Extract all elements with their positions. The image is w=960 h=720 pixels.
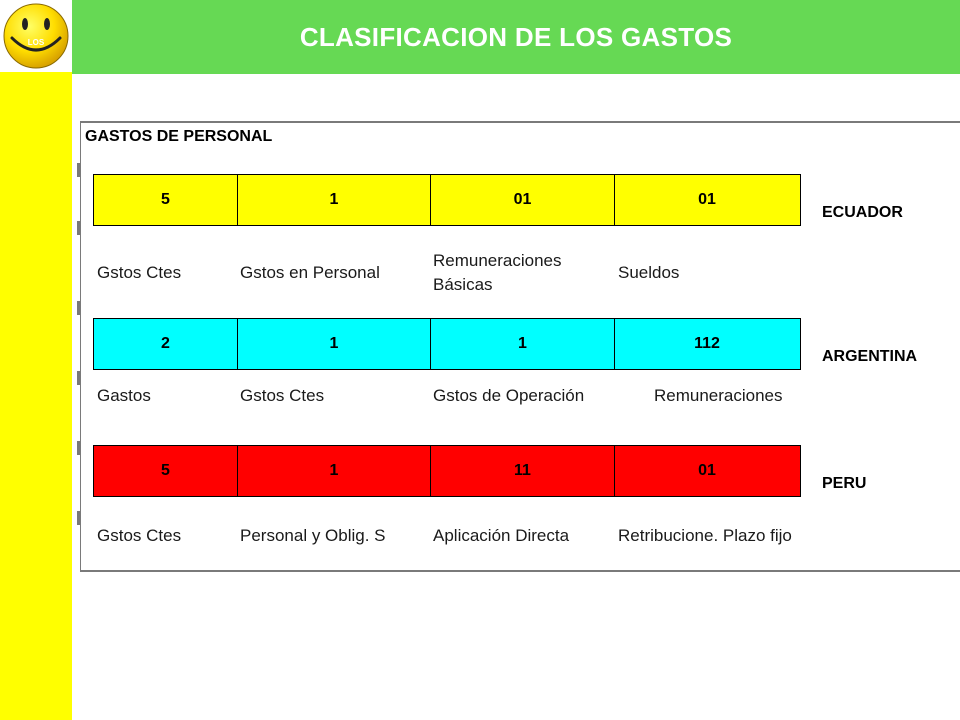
sidebar-strip xyxy=(0,72,72,720)
logo-text: LOS xyxy=(27,38,45,47)
country-label-ecuador: ECUADOR xyxy=(822,204,903,221)
description: Remuneraciones Básicas xyxy=(433,251,562,294)
description: Aplicación Directa xyxy=(433,526,570,545)
code-cell: 5 xyxy=(94,175,238,225)
frame-top-border xyxy=(80,121,960,123)
country-label-peru: PERU xyxy=(822,475,867,492)
code-cell: 112 xyxy=(694,335,720,352)
code-row-peru xyxy=(93,445,801,497)
smiley-face-icon xyxy=(0,0,72,72)
code-cell: 01 xyxy=(698,462,716,479)
code-row-ecuador xyxy=(93,174,801,226)
description: Personal y Oblig. S xyxy=(240,526,386,545)
code-cell: 1 xyxy=(238,319,431,369)
code-cell: 1 xyxy=(431,319,615,369)
description: Gstos en Personal xyxy=(240,263,380,282)
description: Remuneraciones xyxy=(654,386,783,405)
frame-tick xyxy=(77,301,80,315)
page-title: CLASIFICACION DE LOS GASTOS xyxy=(299,22,733,52)
code-cell: 1 xyxy=(238,446,431,496)
description: Gastos xyxy=(97,386,151,405)
frame-tick xyxy=(77,511,80,525)
code-cell: 1 xyxy=(238,175,431,225)
code-cell: 5 xyxy=(94,446,238,496)
frame-left-border xyxy=(80,121,81,572)
code-cell: 11 xyxy=(431,446,615,496)
code-cell: 2 xyxy=(94,319,238,369)
frame-tick xyxy=(77,441,80,455)
description: Gstos Ctes xyxy=(240,386,325,405)
logo xyxy=(0,0,72,72)
frame-bottom-border xyxy=(80,570,960,572)
description: Gstos Ctes xyxy=(97,526,182,545)
frame-tick xyxy=(77,371,80,385)
section-title: GASTOS DE PERSONAL xyxy=(85,128,273,145)
country-label-argentina: ARGENTINA xyxy=(822,348,918,365)
description: Gstos de Operación xyxy=(433,386,585,405)
frame-tick xyxy=(77,163,80,177)
description: Sueldos xyxy=(618,263,680,282)
frame-tick xyxy=(77,221,80,235)
code-row-argentina xyxy=(93,318,801,370)
code-cell: 01 xyxy=(431,175,615,225)
header-banner xyxy=(72,0,960,74)
description: Gstos Ctes xyxy=(97,263,182,282)
code-cell: 01 xyxy=(698,191,716,208)
description: Retribucione. Plazo fijo xyxy=(618,526,792,545)
